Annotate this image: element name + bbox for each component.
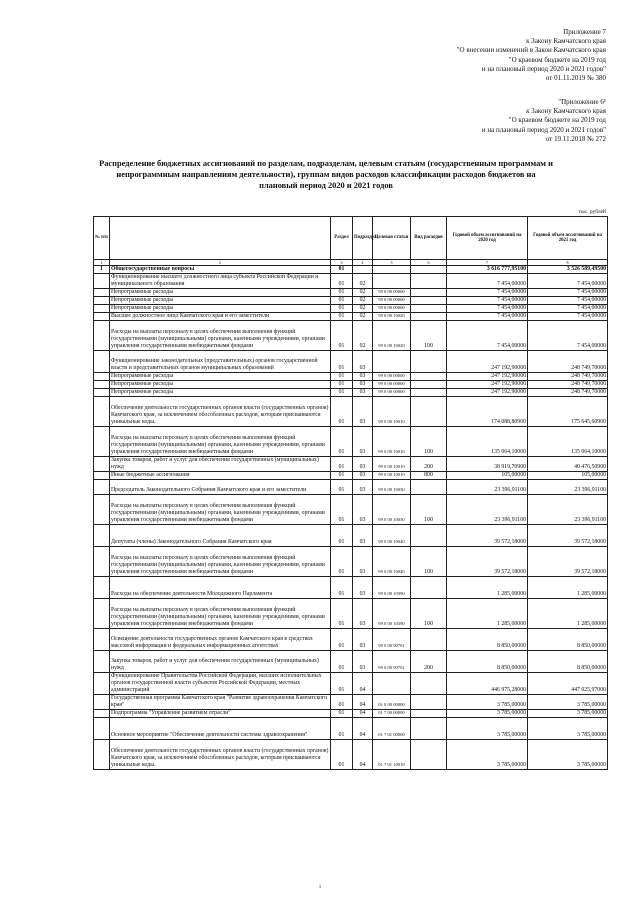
row-name-cell: Высшее должностное лицо Камчатского края и его заместители xyxy=(110,313,331,321)
row-num-cell xyxy=(94,472,110,480)
row-name-cell: Расходы на выплаты персоналу в целях обеспечения выполнения функций государственными (муниципальными) органами, казенными учреждениями, органами управления государственными внебюджетными фондами xyxy=(110,427,331,457)
row-target-cell: 99 0 00 10030 xyxy=(373,495,411,525)
col-number: 8 xyxy=(528,260,608,266)
row-name-cell: Закупка товаров, работ и услуг для обеспечения государственных (муниципальных) нужд xyxy=(110,651,331,673)
row-name-cell: Расходы на выплаты персоналу в целях обеспечения выполнения функций государственными (муниципальными) органами, казенными учреждениями, органами управления государственными внебюджетными фондами xyxy=(110,321,331,351)
table-row xyxy=(94,495,608,525)
row-amount-2020-cell: 7 454,00000 xyxy=(447,289,528,297)
row-subsection-cell: 03 xyxy=(353,525,373,547)
row-amount-2020-cell: 247 192,90000 xyxy=(447,373,528,381)
row-target-cell: 99 0 00 10020 xyxy=(373,321,411,351)
row-target-cell xyxy=(373,351,411,373)
row-subsection-cell: 03 xyxy=(353,495,373,525)
row-amount-2020-cell: 1 285,00000 xyxy=(447,577,528,599)
row-amount-2020-cell: 23 396,91100 xyxy=(447,480,528,495)
row-expense-type-cell xyxy=(411,389,447,397)
row-target-cell: 99 0 00 10040 xyxy=(373,525,411,547)
table-row xyxy=(94,710,608,718)
col-number: 1 xyxy=(94,260,110,266)
row-name-cell: Непрограммные расходы xyxy=(110,289,331,297)
row-target-cell: 99 0 00 10040 xyxy=(373,547,411,577)
row-num-cell xyxy=(94,397,110,427)
row-name-cell: Функционирование законодательных (представительных) органов государственной власти и представительных органов муниципальных образований xyxy=(110,351,331,373)
row-target-cell: 99 0 00 10010 xyxy=(373,397,411,427)
header-line: Приложение 7 xyxy=(563,28,606,36)
row-amount-2021-cell: 7 454,00000 xyxy=(528,305,608,313)
row-amount-2021-cell: 248 749,70000 xyxy=(528,381,608,389)
row-target-cell: 99 0 00 90701 xyxy=(373,651,411,673)
row-target-cell: 99 0 00 10030 xyxy=(373,480,411,495)
row-num-cell xyxy=(94,695,110,710)
row-subsection-cell: 03 xyxy=(353,389,373,397)
row-amount-2021-cell: 7 454,00000 xyxy=(528,274,608,289)
row-section-cell: 01 xyxy=(331,427,353,457)
row-amount-2020-cell: 135 064,10000 xyxy=(447,427,528,457)
row-amount-2021-cell: 3 526 589,49500 xyxy=(528,266,608,274)
col-number: 7 xyxy=(447,260,528,266)
row-amount-2021-cell: 40 476,50900 xyxy=(528,457,608,472)
row-amount-2021-cell: 8 850,00000 xyxy=(528,651,608,673)
row-num-cell xyxy=(94,427,110,457)
table-row xyxy=(94,266,608,274)
row-name-cell: Расходы на выплаты персоналу в целях обеспечения выполнения функций государственными (муниципальными) органами, казенными учреждениями, органами управления государственными внебюджетными фондами xyxy=(110,599,331,629)
row-section-cell: 01 xyxy=(331,480,353,495)
row-num-cell xyxy=(94,289,110,297)
row-subsection-cell: 02 xyxy=(353,321,373,351)
table-row xyxy=(94,718,608,740)
row-subsection-cell: 03 xyxy=(353,547,373,577)
table-row xyxy=(94,740,608,770)
row-target-cell: 99 0 00 10010 xyxy=(373,457,411,472)
row-num-cell xyxy=(94,381,110,389)
row-target-cell xyxy=(373,274,411,289)
row-section-cell: 01 xyxy=(331,381,353,389)
row-subsection-cell: 03 xyxy=(353,373,373,381)
units-label: тыс. рублей xyxy=(578,209,606,215)
header-line: от 19.11.2018 № 272 xyxy=(545,134,606,143)
row-subsection-cell: 03 xyxy=(353,351,373,373)
row-amount-2021-cell: 105,00000 xyxy=(528,472,608,480)
header-line: "О внесении изменений в Закон Камчатского края xyxy=(456,46,606,55)
table-row xyxy=(94,427,608,457)
col-number: 3 xyxy=(331,260,353,266)
row-subsection-cell: 02 xyxy=(353,297,373,305)
row-name-cell: Функционирование высшего должностного лица субъекта Российской Федерации и муниципального образования xyxy=(110,274,331,289)
row-name-cell: Основное мероприятие "Обеспечение деятельности системы здравоохранения" xyxy=(110,718,331,740)
row-expense-type-cell xyxy=(411,297,447,305)
row-amount-2021-cell: 7 454,00000 xyxy=(528,289,608,297)
row-num-cell xyxy=(94,274,110,289)
row-section-cell: 01 xyxy=(331,599,353,629)
row-num-cell xyxy=(94,651,110,673)
row-expense-type-cell xyxy=(411,629,447,651)
row-num-cell xyxy=(94,673,110,695)
row-target-cell: 99 0 00 00000 xyxy=(373,389,411,397)
table-row xyxy=(94,651,608,673)
col-number: 2 xyxy=(110,260,331,266)
row-section-cell: 01 xyxy=(331,457,353,472)
row-amount-2021-cell: 7 454,00000 xyxy=(528,313,608,321)
row-amount-2020-cell: 7 454,00000 xyxy=(447,313,528,321)
row-name-cell: Закупка товаров, работ и услуг для обеспечения государственных (муниципальных) нужд xyxy=(110,457,331,472)
row-amount-2021-cell: 3 785,00000 xyxy=(528,710,608,718)
row-amount-2021-cell: 135 064,10000 xyxy=(528,427,608,457)
row-expense-type-cell xyxy=(411,525,447,547)
row-expense-type-cell: 100 xyxy=(411,495,447,525)
row-amount-2021-cell: 175 645,60900 xyxy=(528,397,608,427)
header-line: "Приложение 6¹ xyxy=(558,98,606,106)
table-row xyxy=(94,373,608,381)
row-expense-type-cell xyxy=(411,266,447,274)
row-section-cell: 01 xyxy=(331,397,353,427)
row-amount-2021-cell: 39 572,18000 xyxy=(528,525,608,547)
header-line: к Закону Камчатского края xyxy=(526,37,606,46)
row-expense-type-cell xyxy=(411,305,447,313)
row-amount-2020-cell: 7 454,00000 xyxy=(447,297,528,305)
table-row xyxy=(94,525,608,547)
row-section-cell: 01 xyxy=(331,740,353,770)
table-row xyxy=(94,305,608,313)
row-name-cell: Председатель Законодательного Собрания Камчатского края и его заместители xyxy=(110,480,331,495)
row-num-cell xyxy=(94,547,110,577)
row-target-cell: 01 0 00 00000 xyxy=(373,695,411,710)
appendix-header-current xyxy=(457,28,606,83)
row-subsection-cell: 03 xyxy=(353,457,373,472)
row-amount-2021-cell: 248 749,70000 xyxy=(528,373,608,381)
row-target-cell: 01 7 00 00000 xyxy=(373,710,411,718)
row-name-cell: Расходы на обеспечение деятельности Молодежного Парламента xyxy=(110,577,331,599)
row-num-cell xyxy=(94,495,110,525)
table-row xyxy=(94,695,608,710)
row-name-cell: Непрограммные расходы xyxy=(110,373,331,381)
row-expense-type-cell xyxy=(411,740,447,770)
col-header-subsection: Подраздел xyxy=(353,217,373,260)
row-subsection-cell: 02 xyxy=(353,313,373,321)
row-target-cell: 99 0 00 00000 xyxy=(373,297,411,305)
row-name-cell: Расходы на выплаты персоналу в целях обеспечения выполнения функций государственными (муниципальными) органами, казенными учреждениями, органами управления государственными внебюджетными фондами xyxy=(110,547,331,577)
row-amount-2020-cell: 174 088,80900 xyxy=(447,397,528,427)
row-amount-2020-cell: 247 192,90000 xyxy=(447,351,528,373)
row-subsection-cell: 04 xyxy=(353,718,373,740)
row-expense-type-cell: 100 xyxy=(411,321,447,351)
row-section-cell: 01 xyxy=(331,495,353,525)
row-expense-type-cell xyxy=(411,718,447,740)
row-target-cell: 99 0 00 90701 xyxy=(373,629,411,651)
row-num-cell xyxy=(94,305,110,313)
row-name-cell: Депутаты (члены) Законодательного Собрания Камчатского края xyxy=(110,525,331,547)
row-section-cell: 01 xyxy=(331,547,353,577)
row-name-cell: Непрограммные расходы xyxy=(110,305,331,313)
row-section-cell: 01 xyxy=(331,525,353,547)
row-section-cell: 01 xyxy=(331,373,353,381)
row-name-cell: Обеспечение деятельности государственных органов власти (государственных органов) Камчатского края, за исключением обособленных расходов, которым присваиваются уникальные коды. xyxy=(110,740,331,770)
row-amount-2021-cell: 3 785,00000 xyxy=(528,695,608,710)
row-section-cell: 01 xyxy=(331,629,353,651)
col-header-2020: Годовой объем ассигнований на 2020 год xyxy=(447,217,528,260)
row-expense-type-cell xyxy=(411,710,447,718)
row-subsection-cell: 03 xyxy=(353,577,373,599)
row-amount-2020-cell: 247 192,90000 xyxy=(447,381,528,389)
row-section-cell: 01 xyxy=(331,695,353,710)
row-expense-type-cell: 100 xyxy=(411,547,447,577)
row-amount-2020-cell: 3 785,00000 xyxy=(447,740,528,770)
row-subsection-cell: 03 xyxy=(353,427,373,457)
row-num-cell xyxy=(94,313,110,321)
row-amount-2021-cell: 7 454,00000 xyxy=(528,321,608,351)
row-section-cell: 01 xyxy=(331,673,353,695)
row-amount-2020-cell: 39 572,18000 xyxy=(447,547,528,577)
row-amount-2021-cell: 248 749,70000 xyxy=(528,351,608,373)
row-amount-2020-cell: 38 919,70900 xyxy=(447,457,528,472)
row-num-cell xyxy=(94,351,110,373)
row-name-cell: Общегосударственные вопросы xyxy=(110,266,331,274)
table-row xyxy=(94,673,608,695)
row-target-cell: 99 0 00 00000 xyxy=(373,305,411,313)
row-subsection-cell: 04 xyxy=(353,673,373,695)
row-target-cell: 99 0 00 10390 xyxy=(373,599,411,629)
row-name-cell: Освещение деятельности государственных органов Камчатского края в средствах массовой информации и федеральных информационных агентствах xyxy=(110,629,331,651)
row-subsection-cell: 03 xyxy=(353,629,373,651)
row-target-cell: 99 0 00 00000 xyxy=(373,373,411,381)
row-num-cell xyxy=(94,297,110,305)
row-amount-2020-cell: 1 285,00000 xyxy=(447,599,528,629)
row-target-cell: 99 0 00 10390 xyxy=(373,577,411,599)
row-num-cell: 1 xyxy=(94,266,110,274)
table-body xyxy=(94,266,608,770)
row-num-cell xyxy=(94,389,110,397)
row-target-cell xyxy=(373,266,411,274)
row-amount-2020-cell: 3 616 777,95100 xyxy=(447,266,528,274)
row-amount-2020-cell: 247 192,90000 xyxy=(447,389,528,397)
row-subsection-cell: 04 xyxy=(353,695,373,710)
table-row xyxy=(94,274,608,289)
row-section-cell: 01 xyxy=(331,297,353,305)
row-section-cell: 01 xyxy=(331,351,353,373)
row-name-cell: Непрограммные расходы xyxy=(110,297,331,305)
table-row xyxy=(94,547,608,577)
row-amount-2021-cell: 248 749,70000 xyxy=(528,389,608,397)
row-num-cell xyxy=(94,629,110,651)
col-number: 6 xyxy=(411,260,447,266)
table-row xyxy=(94,629,608,651)
row-target-cell: 99 0 00 10020 xyxy=(373,313,411,321)
col-header-2021: Годовой объем ассигнований на 2021 год xyxy=(528,217,608,260)
row-section-cell: 01 xyxy=(331,266,353,274)
table-row xyxy=(94,297,608,305)
page-number: 1 xyxy=(318,885,322,890)
table-row xyxy=(94,289,608,297)
row-section-cell: 01 xyxy=(331,274,353,289)
budget-table xyxy=(93,216,608,770)
row-section-cell: 01 xyxy=(331,718,353,740)
row-amount-2021-cell: 23 396,91100 xyxy=(528,480,608,495)
row-name-cell: Непрограммные расходы xyxy=(110,381,331,389)
row-name-cell: Функционирование Правительства Российской Федерации, высших исполнительных органов государственной власти субъектов Российской Федерации, местных администраций xyxy=(110,673,331,695)
row-subsection-cell: 03 xyxy=(353,381,373,389)
table-row xyxy=(94,389,608,397)
row-target-cell xyxy=(373,673,411,695)
appendix-header-original xyxy=(482,98,606,144)
row-expense-type-cell: 100 xyxy=(411,599,447,629)
row-subsection-cell xyxy=(353,266,373,274)
row-expense-type-cell: 200 xyxy=(411,457,447,472)
row-expense-type-cell xyxy=(411,313,447,321)
col-header-target: Целевая статья xyxy=(373,217,411,260)
row-section-cell: 01 xyxy=(331,289,353,297)
row-amount-2021-cell: 447 025,97000 xyxy=(528,673,608,695)
row-amount-2021-cell: 23 396,91100 xyxy=(528,495,608,525)
row-amount-2021-cell: 3 785,00000 xyxy=(528,718,608,740)
col-header-expense-type: Вид расходов xyxy=(411,217,447,260)
row-amount-2020-cell: 3 785,00000 xyxy=(447,718,528,740)
row-num-cell xyxy=(94,525,110,547)
document-title: Распределение бюджетных ассигнований по разделам, подразделам, целевым статьям (государственным программам и непрограммным направлениям деятельности), группам видов расходов классификации расходов бюджетов на плановый период 2020 и 2021 годов xyxy=(99,159,553,190)
table-row xyxy=(94,321,608,351)
row-expense-type-cell xyxy=(411,577,447,599)
row-subsection-cell: 02 xyxy=(353,305,373,313)
row-subsection-cell: 04 xyxy=(353,710,373,718)
row-name-cell: Государственная программа Камчатского края "Развитие здравоохранения Камчатского края" xyxy=(110,695,331,710)
row-num-cell xyxy=(94,321,110,351)
row-name-cell: Обеспечение деятельности государственных органов власти (государственных органов) Камчатского края, за исключением обособленных расходов, которым присваиваются уникальные коды. xyxy=(110,397,331,427)
row-target-cell: 99 0 00 00000 xyxy=(373,289,411,297)
row-num-cell xyxy=(94,740,110,770)
table-row xyxy=(94,397,608,427)
row-expense-type-cell: 200 xyxy=(411,651,447,673)
row-subsection-cell: 03 xyxy=(353,599,373,629)
row-amount-2020-cell: 7 454,00000 xyxy=(447,305,528,313)
row-subsection-cell: 03 xyxy=(353,472,373,480)
row-num-cell xyxy=(94,480,110,495)
row-target-cell: 99 0 00 00000 xyxy=(373,381,411,389)
row-subsection-cell: 02 xyxy=(353,289,373,297)
row-section-cell: 01 xyxy=(331,389,353,397)
col-header-name xyxy=(110,217,331,260)
row-expense-type-cell xyxy=(411,480,447,495)
row-section-cell: 01 xyxy=(331,305,353,313)
table-row xyxy=(94,599,608,629)
table-row xyxy=(94,381,608,389)
row-target-cell: 01 7 01 10010 xyxy=(373,740,411,770)
row-num-cell xyxy=(94,718,110,740)
row-expense-type-cell xyxy=(411,695,447,710)
row-subsection-cell: 03 xyxy=(353,480,373,495)
col-header-num: № п/п xyxy=(94,217,110,260)
header-line: "О краевом бюджете на 2019 год xyxy=(508,55,606,64)
row-target-cell: 01 7 01 00000 xyxy=(373,718,411,740)
row-section-cell: 01 xyxy=(331,313,353,321)
row-amount-2020-cell: 105,00000 xyxy=(447,472,528,480)
table-row xyxy=(94,577,608,599)
header-line: к Закону Камчатского края xyxy=(526,107,606,116)
row-subsection-cell: 03 xyxy=(353,651,373,673)
row-name-cell: Иные бюджетные ассигнования xyxy=(110,472,331,480)
table-header-row xyxy=(94,217,608,260)
row-expense-type-cell xyxy=(411,381,447,389)
row-expense-type-cell: 800 xyxy=(411,472,447,480)
row-num-cell xyxy=(94,373,110,381)
row-target-cell: 99 0 00 10010 xyxy=(373,427,411,457)
row-amount-2020-cell: 7 454,00000 xyxy=(447,321,528,351)
row-amount-2020-cell: 3 785,00000 xyxy=(447,695,528,710)
row-section-cell: 01 xyxy=(331,651,353,673)
row-expense-type-cell xyxy=(411,274,447,289)
row-expense-type-cell: 100 xyxy=(411,427,447,457)
row-amount-2021-cell: 8 850,00000 xyxy=(528,629,608,651)
table-row xyxy=(94,351,608,373)
col-number: 5 xyxy=(373,260,411,266)
header-line: и на плановый период 2020 и 2021 годов" xyxy=(481,125,606,134)
row-expense-type-cell xyxy=(411,673,447,695)
row-num-cell xyxy=(94,577,110,599)
row-amount-2020-cell: 7 454,00000 xyxy=(447,274,528,289)
row-amount-2020-cell: 446 975,28000 xyxy=(447,673,528,695)
row-num-cell xyxy=(94,457,110,472)
header-line: от 01.11.2019 № 380 xyxy=(545,74,606,83)
table-row xyxy=(94,472,608,480)
header-line: и на плановый период 2020 и 2021 годов" xyxy=(481,64,606,73)
row-name-cell: Подпрограмма "Управление развитием отрасли" xyxy=(110,710,331,718)
row-target-cell: 99 0 00 10010 xyxy=(373,472,411,480)
row-expense-type-cell xyxy=(411,351,447,373)
row-amount-2021-cell: 1 285,00000 xyxy=(528,599,608,629)
row-amount-2021-cell: 1 285,00000 xyxy=(528,577,608,599)
row-section-cell: 01 xyxy=(331,472,353,480)
row-expense-type-cell xyxy=(411,373,447,381)
row-amount-2021-cell: 3 785,00000 xyxy=(528,740,608,770)
row-amount-2020-cell: 3 785,00000 xyxy=(447,710,528,718)
row-section-cell: 01 xyxy=(331,710,353,718)
header-line: "О краевом бюджете на 2019 год xyxy=(508,116,606,125)
row-amount-2021-cell: 7 454,00000 xyxy=(528,297,608,305)
row-subsection-cell: 04 xyxy=(353,740,373,770)
col-header-section: Раздел xyxy=(331,217,353,260)
col-number: 4 xyxy=(353,260,373,266)
row-subsection-cell: 03 xyxy=(353,397,373,427)
row-name-cell: Расходы на выплаты персоналу в целях обеспечения выполнения функций государственными (муниципальными) органами, казенными учреждениями, органами управления государственными внебюджетными фондами xyxy=(110,495,331,525)
table-row xyxy=(94,313,608,321)
table-row xyxy=(94,480,608,495)
row-expense-type-cell xyxy=(411,397,447,427)
row-name-cell: Непрограммные расходы xyxy=(110,389,331,397)
row-num-cell xyxy=(94,710,110,718)
table-row xyxy=(94,457,608,472)
row-section-cell: 01 xyxy=(331,577,353,599)
row-amount-2020-cell: 8 850,00000 xyxy=(447,651,528,673)
row-section-cell: 01 xyxy=(331,321,353,351)
row-amount-2020-cell: 8 850,00000 xyxy=(447,629,528,651)
row-amount-2021-cell: 39 572,18000 xyxy=(528,547,608,577)
row-amount-2020-cell: 23 396,91100 xyxy=(447,495,528,525)
row-num-cell xyxy=(94,599,110,629)
row-amount-2020-cell: 39 572,18000 xyxy=(447,525,528,547)
row-expense-type-cell xyxy=(411,289,447,297)
row-subsection-cell: 02 xyxy=(353,274,373,289)
